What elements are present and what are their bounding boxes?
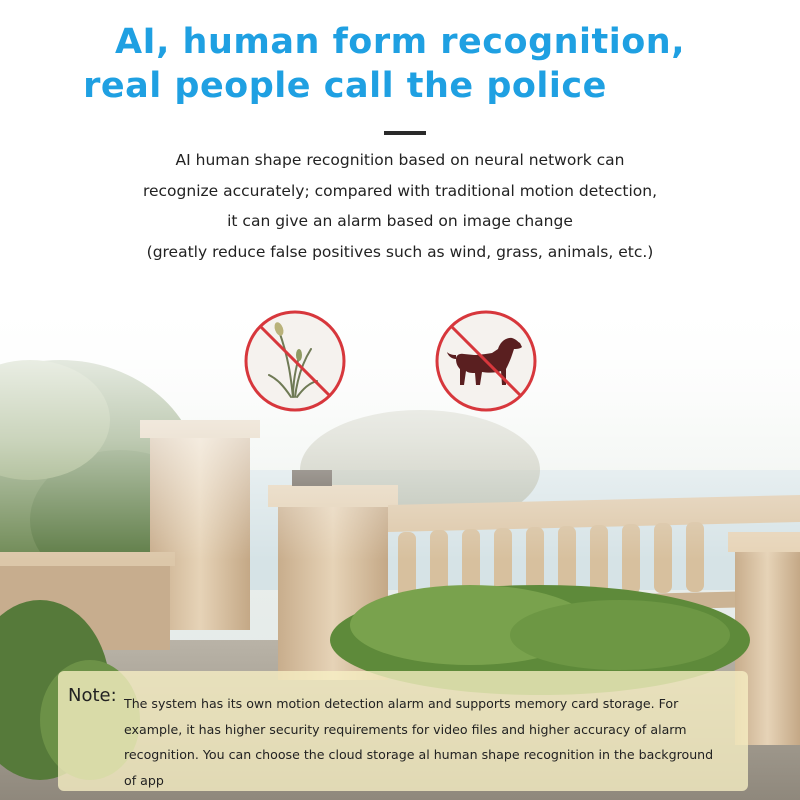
description-line: AI human shape recognition based on neural network can xyxy=(175,151,625,169)
note-line: of app xyxy=(124,772,164,788)
description-line: it can give an alarm based on image change xyxy=(227,212,573,230)
divider xyxy=(384,131,426,135)
headline-line-1: AI, human form recognition, xyxy=(114,22,686,62)
headline xyxy=(0,20,800,108)
no-dog-icon xyxy=(434,309,538,413)
note-line: example, it has higher security requirements for video files and higher accuracy of alarm xyxy=(124,721,687,737)
headline-line-2: real people call the police xyxy=(83,66,607,106)
note-line: The system has its own motion detection alarm and supports memory card storage. For xyxy=(124,696,679,711)
note-text xyxy=(124,691,744,793)
description-line: (greatly reduce false positives such as wind, grass, animals, etc.) xyxy=(146,242,654,261)
description-line: recognize accurately; compared with traditional motion detection, xyxy=(142,181,658,200)
note-line: recognition. You can choose the cloud storage al human shape recognition in the background xyxy=(124,747,714,762)
note-box xyxy=(58,671,748,791)
description xyxy=(40,145,760,267)
note-label: Note: xyxy=(68,685,117,706)
no-plant-icon xyxy=(243,309,347,413)
